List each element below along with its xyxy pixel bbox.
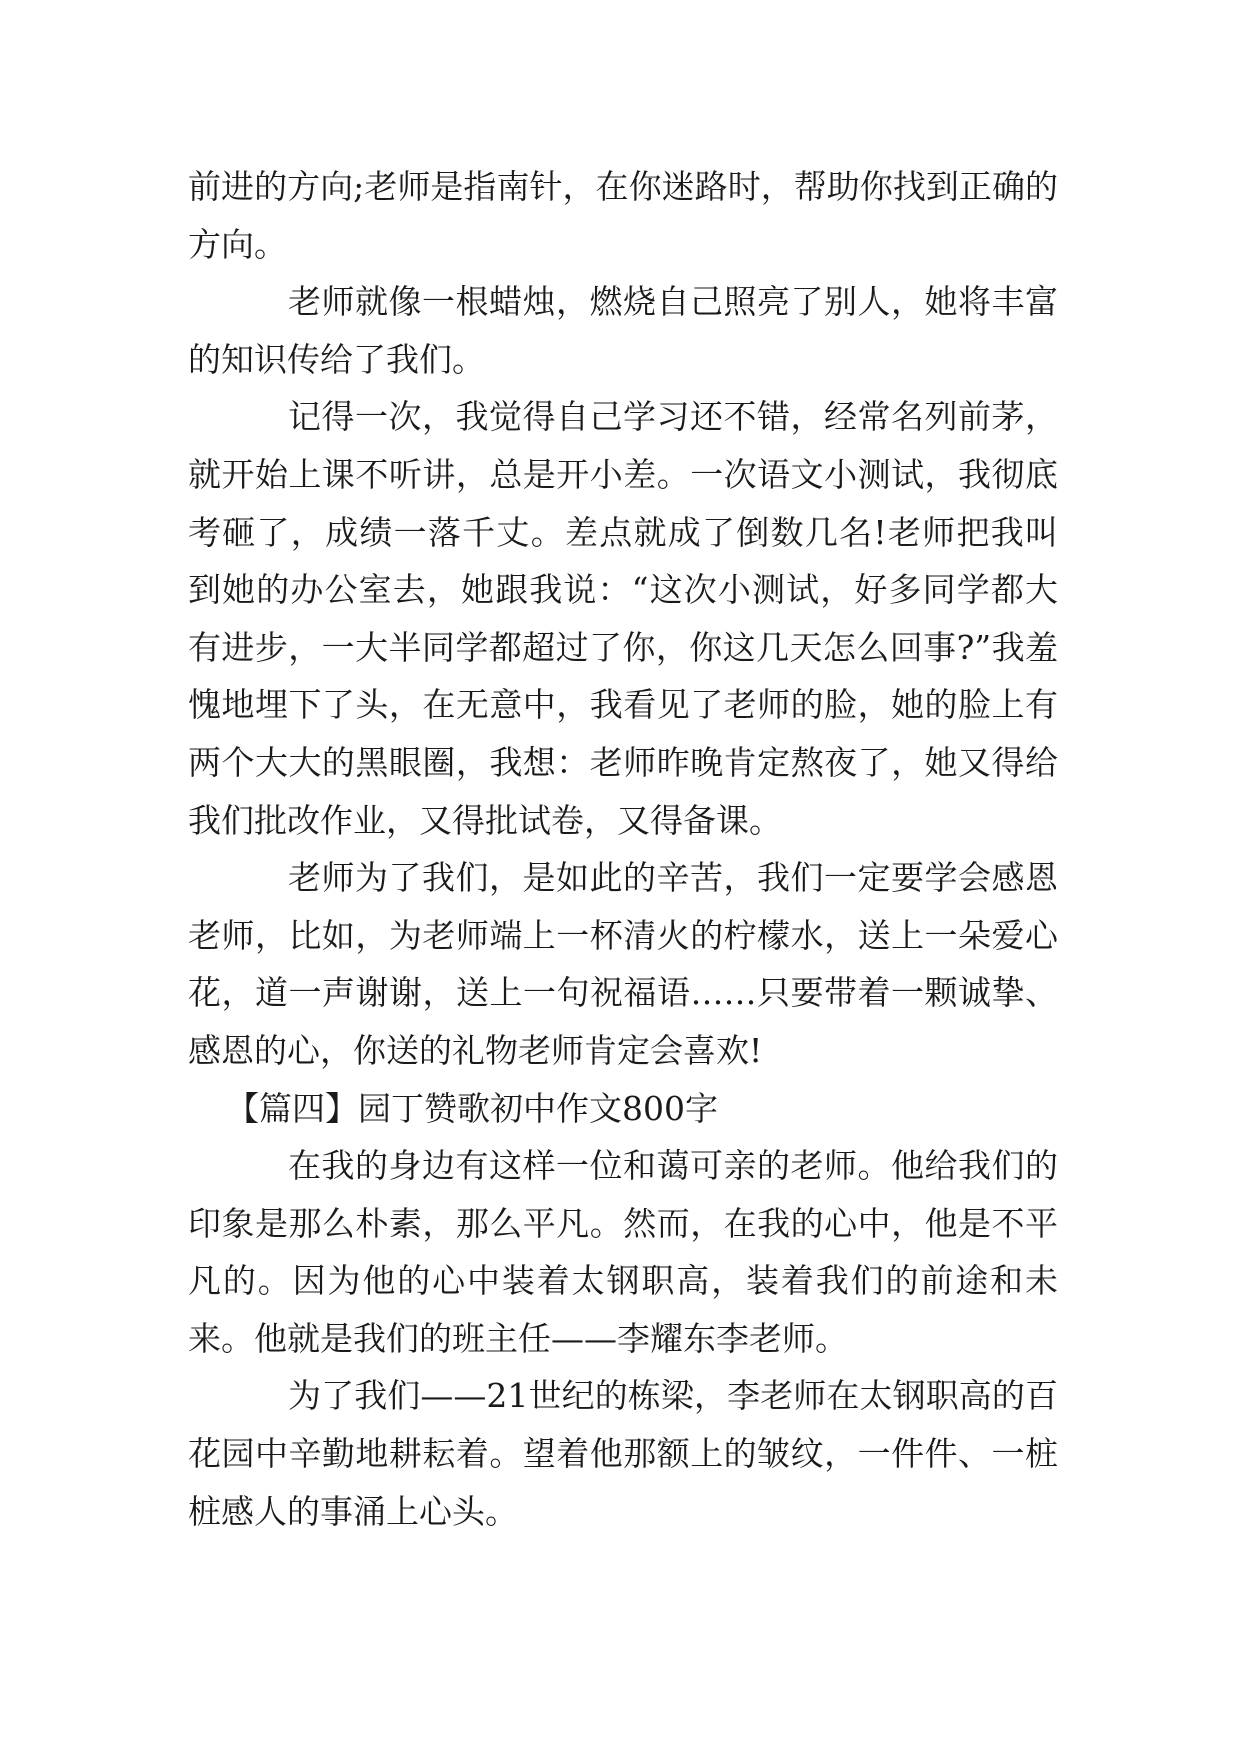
paragraph: 老师为了我们，是如此的辛苦，我们一定要学会感恩老师，比如，为老师端上一杯清火的柠檬水，送上一朵爱心花，道一声谢谢，送上一句祝福语……只要带着一颗诚挚、感恩的心，你送的礼物老师肯定会喜欢! — [188, 858, 1058, 1070]
document-body — [188, 158, 1058, 1540]
paragraph-continuation: 前进的方向;老师是指南针，在你迷路时，帮助你找到正确的方向。 — [188, 167, 1058, 264]
paragraph: 老师就像一根蜡烛，燃烧自己照亮了别人，她将丰富的知识传给了我们。 — [188, 282, 1058, 379]
section-heading: 【篇四】园丁赞歌初中作文800字 — [226, 1088, 718, 1128]
paragraph: 记得一次，我觉得自己学习还不错，经常名列前茅，就开始上课不听讲，总是开小差。一次语文小测试，我彻底考砸了，成绩一落千丈。差点就成了倒数几名!老师把我叫到她的办公室去，她跟我说：“这次小测试，好多同学都大有进步，一大半同学都超过了你，你这几天怎么回事?”我羞愧地埋下了头，在无意中，我看见了老师的脸，她的脸上有两个大大的黑眼圈，我想：老师昨晚肯定熬夜了，她又得给我们批改作业，又得批试卷，又得备课。 — [188, 397, 1058, 840]
paragraph: 为了我们——21世纪的栋梁，李老师在太钢职高的百花园中辛勤地耕耘着。望着他那额上的皱纹，一件件、一桩桩感人的事涌上心头。 — [188, 1376, 1058, 1531]
paragraph: 在我的身边有这样一位和蔼可亲的老师。他给我们的印象是那么朴素，那么平凡。然而，在我的心中，他是不平凡的。因为他的心中装着太钢职高，装着我们的前途和未来。他就是我们的班主任——李耀东李老师。 — [188, 1146, 1058, 1358]
